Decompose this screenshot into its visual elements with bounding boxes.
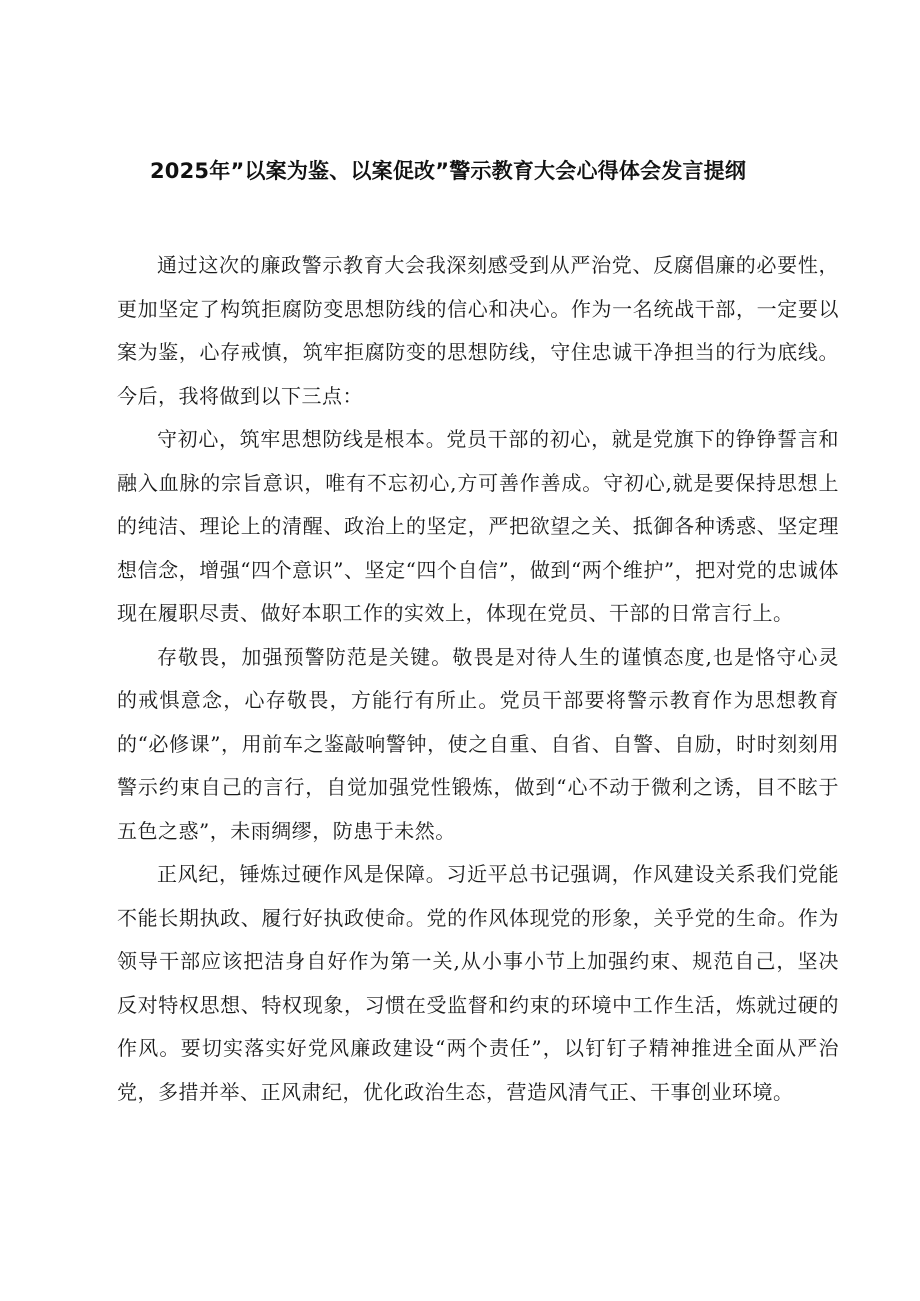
paragraph-intro: 通过这次的廉政警示教育大会我深刻感受到从严治党、反腐倡廉的必要性，更加坚定了构筑拒腐防变思想防线的信心和决心。作为一名统战干部，一定要以案为鉴，心存戒慎，筑牢拒腐防变的思想防线，守住忠诚干净担当的行为底线。今后，我将做到以下三点： — [117, 253, 839, 408]
paragraph-point-two: 存敬畏，加强预警防范是关键。敬畏是对待人生的谨慎态度,也是恪守心灵的戒惧意念，心存敬畏，方能行有所止。党员干部要将警示教育作为思想教育的“必修课”，用前车之鉴敲响警钟，使之自重、自省、自警、自励，时时刻刻用警示约束自己的言行，自觉加强党性锻炼，做到“心不动于微利之诱，目不眩于五色之惑”，未雨绸缪，防患于未然。 — [117, 644, 839, 843]
document-body — [117, 244, 839, 1114]
paragraph-point-three: 正风纪，锤炼过硬作风是保障。习近平总书记强调，作风建设关系我们党能不能长期执政、履行好执政使命。党的作风体现党的形象，关乎党的生命。作为领导干部应该把洁身自好作为第一关,从小事小节上加强约束、规范自己，坚决反对特权思想、特权现象，习惯在受监督和约束的环境中工作生活，炼就过硬的作风。要切实落实好党风廉政建设“两个责任”，以钉钉子精神推进全面从严治党，多措并举、正风肃纪，优化政治生态，营造风清气正、干事创业环境。 — [117, 862, 839, 1104]
document-title: 2025年”以案为鉴、以案促改”警示教育大会心得体会发言提纲 — [150, 159, 747, 183]
paragraph-point-one: 守初心，筑牢思想防线是根本。党员干部的初心，就是党旗下的铮铮誓言和融入血脉的宗旨意识，唯有不忘初心,方可善作善成。守初心,就是要保持思想上的纯洁、理论上的清醒、政治上的坚定，严把欲望之关、抵御各种诱惑、坚定理想信念，增强“四个意识”、坚定“四个自信”，做到“两个维护”，把对党的忠诚体现在履职尽责、做好本职工作的实效上，体现在党员、干部的日常言行上。 — [117, 427, 839, 625]
